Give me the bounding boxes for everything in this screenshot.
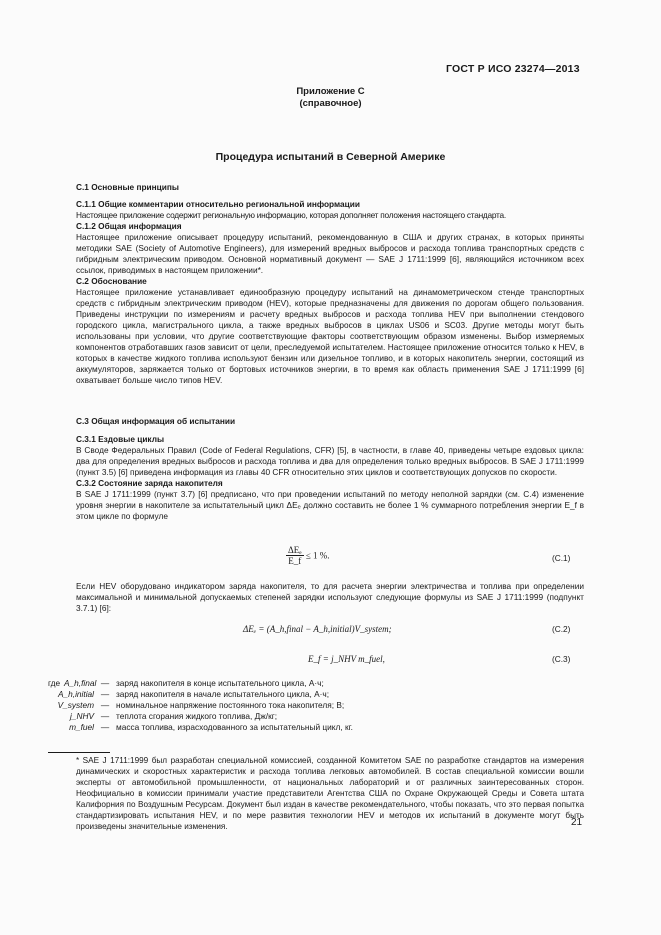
document-header-id: ГОСТ Р ИСО 23274—2013 [446,63,580,75]
hev-paragraph: Если HEV оборудовано индикатором заряда накопителя, то для расчета энергии электричества и топлива при определении максимальной и минимальной допускаемых степеней зарядки используют следующие формулы из SAE J 1711:1999 (подпункт 3.7.1) [6]: [76,581,584,613]
formula-c3-label: (С.3) [552,654,571,664]
formula-c1-numerator: ΔEₑ [288,545,302,555]
definitions-list [48,678,353,733]
section-c2-heading: С.2 Обоснование [76,276,147,286]
section-c2-text: Настоящее приложение устанавливает единообразную процедуру испытаний на динамометрическом стенде транспортных средств с гибридным электрическим приводом (HEV), которые предназначены для движения по дорогам общего пользования. Приведены инструкции по измерениям и расчету вредных выбросов и расхода топлива HEV при выполнении стендового городского цикла, магистрального цикла, а также вредных выбросов в циклах US06 и SC03. Другие методы могут быть использованы при условии, что другие соответствующие факторы соответствующим образом изменены. Выбор измеряемых компонентов отработавших газов зависит от цели, преследуемой испытателем. Настоящее приложение относится только к HEV, в которых в качестве жидкого топлива используют бензин или дизельное топливо, и в которых накопитель энергии, состоящий из аккумуляторов, заряжается только от бортовых источников энергии, в то время как область применения SAE J 1711:1999 [6] охватывает больше число типов HEV. [76,287,584,385]
definition-symbol: A_h,initial [58,689,94,699]
definition-text: масса топлива, израсходованного за испытательный цикл, кг. [116,722,353,732]
formula-c1-fraction [286,545,304,566]
definition-item [48,700,353,711]
definition-dash: — [100,722,110,732]
section-c32-heading: С.3.2 Состояние заряда накопителя [76,478,223,488]
section-c31-heading: С.3.1 Ездовые циклы [76,434,165,444]
definition-text: теплота сгорания жидкого топлива, Дж/кг; [116,711,278,721]
body-part-3 [76,581,584,614]
body-part-1 [76,182,584,386]
body-part-2 [76,416,584,522]
footnote-text: * SAE J 1711:1999 был разработан специальной комиссией, созданной Комитетом SAE по разработке стандартов на измерения динамических и скоростных характеристик и расхода топлива легковых автомобилей. В состав специальной комиссии вошли эксперты от автомобильной промышленности, от национальных лабораторий и от различных заинтересованных сторон. Неофициально в комиссии принимали участие представители Агентства США по Охране Окружающей Среды и Совета штата Калифорния по Воздушным Ресурсам. Документ был издан в качестве рекомендательного, чтобы показать, что это первая попытка стандартизировать испытания HEV, и по мере развития технологии HEV и методов их испытаний в документе могут быть произведены значительные изменения. [76,756,584,831]
definition-dash: — [100,700,110,710]
definition-symbol: V_system [57,700,94,710]
section-c12-heading: С.1.2 Общая информация [76,221,182,231]
formula-c2: ΔEₑ = (A_h,final − A_h,initial)V_system; [243,624,392,634]
section-c11-heading: С.1.1 Общие комментарии относительно региональной информации [76,199,360,209]
definitions-intro: где [48,678,61,688]
section-c1-heading: С.1 Основные принципы [76,182,179,192]
definition-item [48,722,353,733]
definition-dash: — [100,678,110,688]
section-c32-text: В SAE J 1711:1999 (пункт 3.7) [6] предписано, что при проведении испытаний по методу неполной зарядки (см. С.4) изменение уровня энергии в накопителе за испытательный цикл ΔEₑ должно составить не более 1 % суммарного потребления энергии E_f в этом цикле по формуле [76,489,584,521]
formula-c1-label: (С.1) [552,553,571,563]
footnote [76,755,584,832]
page-number: 21 [571,817,583,828]
definition-symbol: A_h,final [64,678,97,688]
definition-text: заряд накопителя в начале испытательного цикла, А·ч; [116,689,329,699]
definition-item [48,689,353,700]
definition-item [48,678,353,689]
section-c31-text: В Своде Федеральных Правил (Code of Federal Regulations, CFR) [5], в частности, в главе 40, приведены четыре ездовых цикла: два для определения вредных выбросов и расхода топлива и два для определения только вредных выбросов. В SAE J 1711:1999 (пункт 3.5) [6] приведена информация из главы 40 CFR относительно этих циклов и соответствующих допусков по скорости. [76,445,584,477]
section-c12-text: Настоящее приложение описывает процедуру испытаний, рекомендованную в США и других странах, в которых приняты методики SAE (Society of Automotive Engineers), для измерений вредных выбросов и расхода топлива транспортных средств с гибридным электрическим приводом. Основной нормативный документ — SAE J 1711:1999 [6], являющийся источником всех ссылок, приводимых в настоящем приложении*. [76,232,584,275]
definition-text: заряд накопителя в конце испытательного цикла, А·ч; [116,678,324,688]
annex-heading [0,86,661,110]
annex-label: Приложение С [296,86,365,97]
formula-c3: E_f = j_NHV m_fuel, [308,654,385,664]
formula-c1 [286,545,330,566]
definition-item [48,711,353,722]
formula-c1-denominator: E_f [288,556,302,566]
definition-symbol: m_fuel [69,722,94,732]
page-title: Процедура испытаний в Северной Америке [215,151,446,163]
formula-c2-label: (С.2) [552,624,571,634]
definition-dash: — [100,711,110,721]
section-c3-heading: С.3 Общая информация об испытании [76,416,236,426]
footnote-separator [48,752,110,753]
section-c11-text: Настоящее приложение содержит региональную информацию, которая дополняет положения настоящего стандарта. [76,210,506,220]
definition-dash: — [100,689,110,699]
definition-symbol: j_NHV [70,711,94,721]
formula-c1-rhs: ≤ 1 %. [305,550,330,561]
definition-text: номинальное напряжение постоянного тока накопителя; В; [116,700,345,710]
annex-type: (справочное) [299,98,362,109]
